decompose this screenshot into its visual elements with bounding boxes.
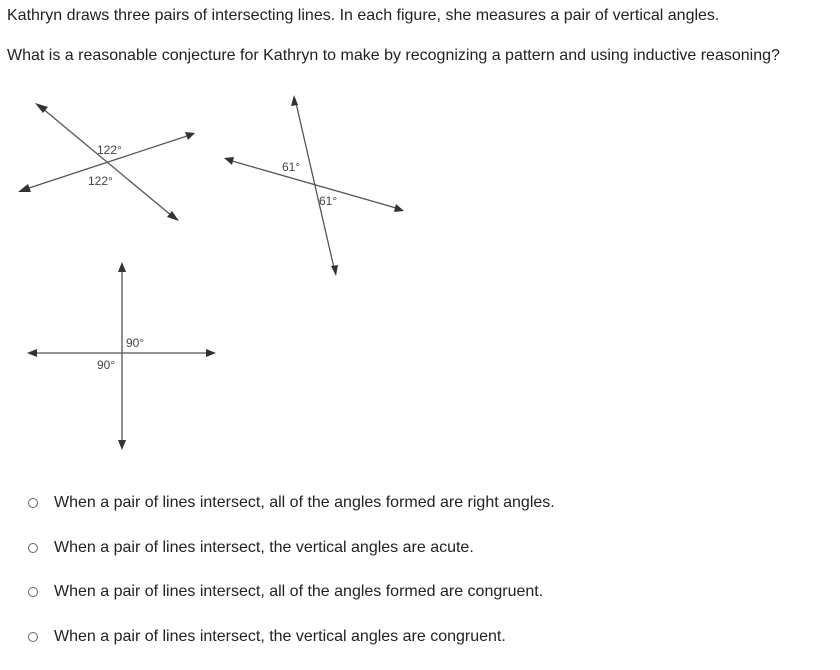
question-text-line-1: Kathryn draws three pairs of intersecting lines. In each figure, she measures a pair of vertical angles. [7,7,720,24]
figure-3-angle-bottom: 90° [97,358,116,372]
answer-choice-label: When a pair of lines intersect, the vertical angles are acute. [54,538,474,556]
figure-2-arrow-bottom [331,265,338,276]
answer-choice-label: When a pair of lines intersect, all of the angles formed are right angles. [54,494,555,511]
figure-2-arrow-top [291,95,298,106]
figure-3-angle-top: 90° [126,336,145,350]
figure-2-line-a [296,103,334,268]
answer-choices [28,492,555,670]
question-text-line-2: What is a reasonable conjecture for Kathryn to make by recognizing a pattern and using inductive reasoning? [7,47,780,64]
figure-1-angle-bottom: 122° [88,174,113,188]
figure-2-arrow-left [224,157,234,165]
answer-choice-label: When a pair of lines intersect, the vertical angles are congruent. [54,627,506,645]
figure-3-arrow-left [27,349,37,357]
figure-3-arrow-top [118,262,126,272]
figure-2-angle-right: 61° [319,194,338,208]
radio-button[interactable] [28,543,38,553]
radio-button[interactable] [28,498,38,508]
figure-3-90-degrees [27,262,216,450]
figure-1-angle-top: 122° [97,143,122,157]
radio-button[interactable] [28,587,38,597]
figure-1-122-degrees [18,103,195,221]
answer-choice-4[interactable] [28,626,555,648]
figure-2-line-b [232,161,396,208]
figure-2-arrow-right [394,204,404,212]
figure-2-61-degrees [224,95,404,276]
answer-choice-2[interactable] [28,537,555,559]
figure-3-arrow-bottom [118,440,126,450]
answer-choice-label: When a pair of lines intersect, all of the angles formed are congruent. [54,583,544,600]
figure-3-arrow-right [206,349,216,357]
answer-choice-3[interactable] [28,581,555,603]
figure-1-arrow-lower-left [18,184,31,192]
radio-button[interactable] [28,632,38,642]
figure-1-arrow-upper-right [185,132,195,140]
answer-choice-1[interactable] [28,492,555,514]
figure-2-angle-left: 61° [282,160,301,174]
